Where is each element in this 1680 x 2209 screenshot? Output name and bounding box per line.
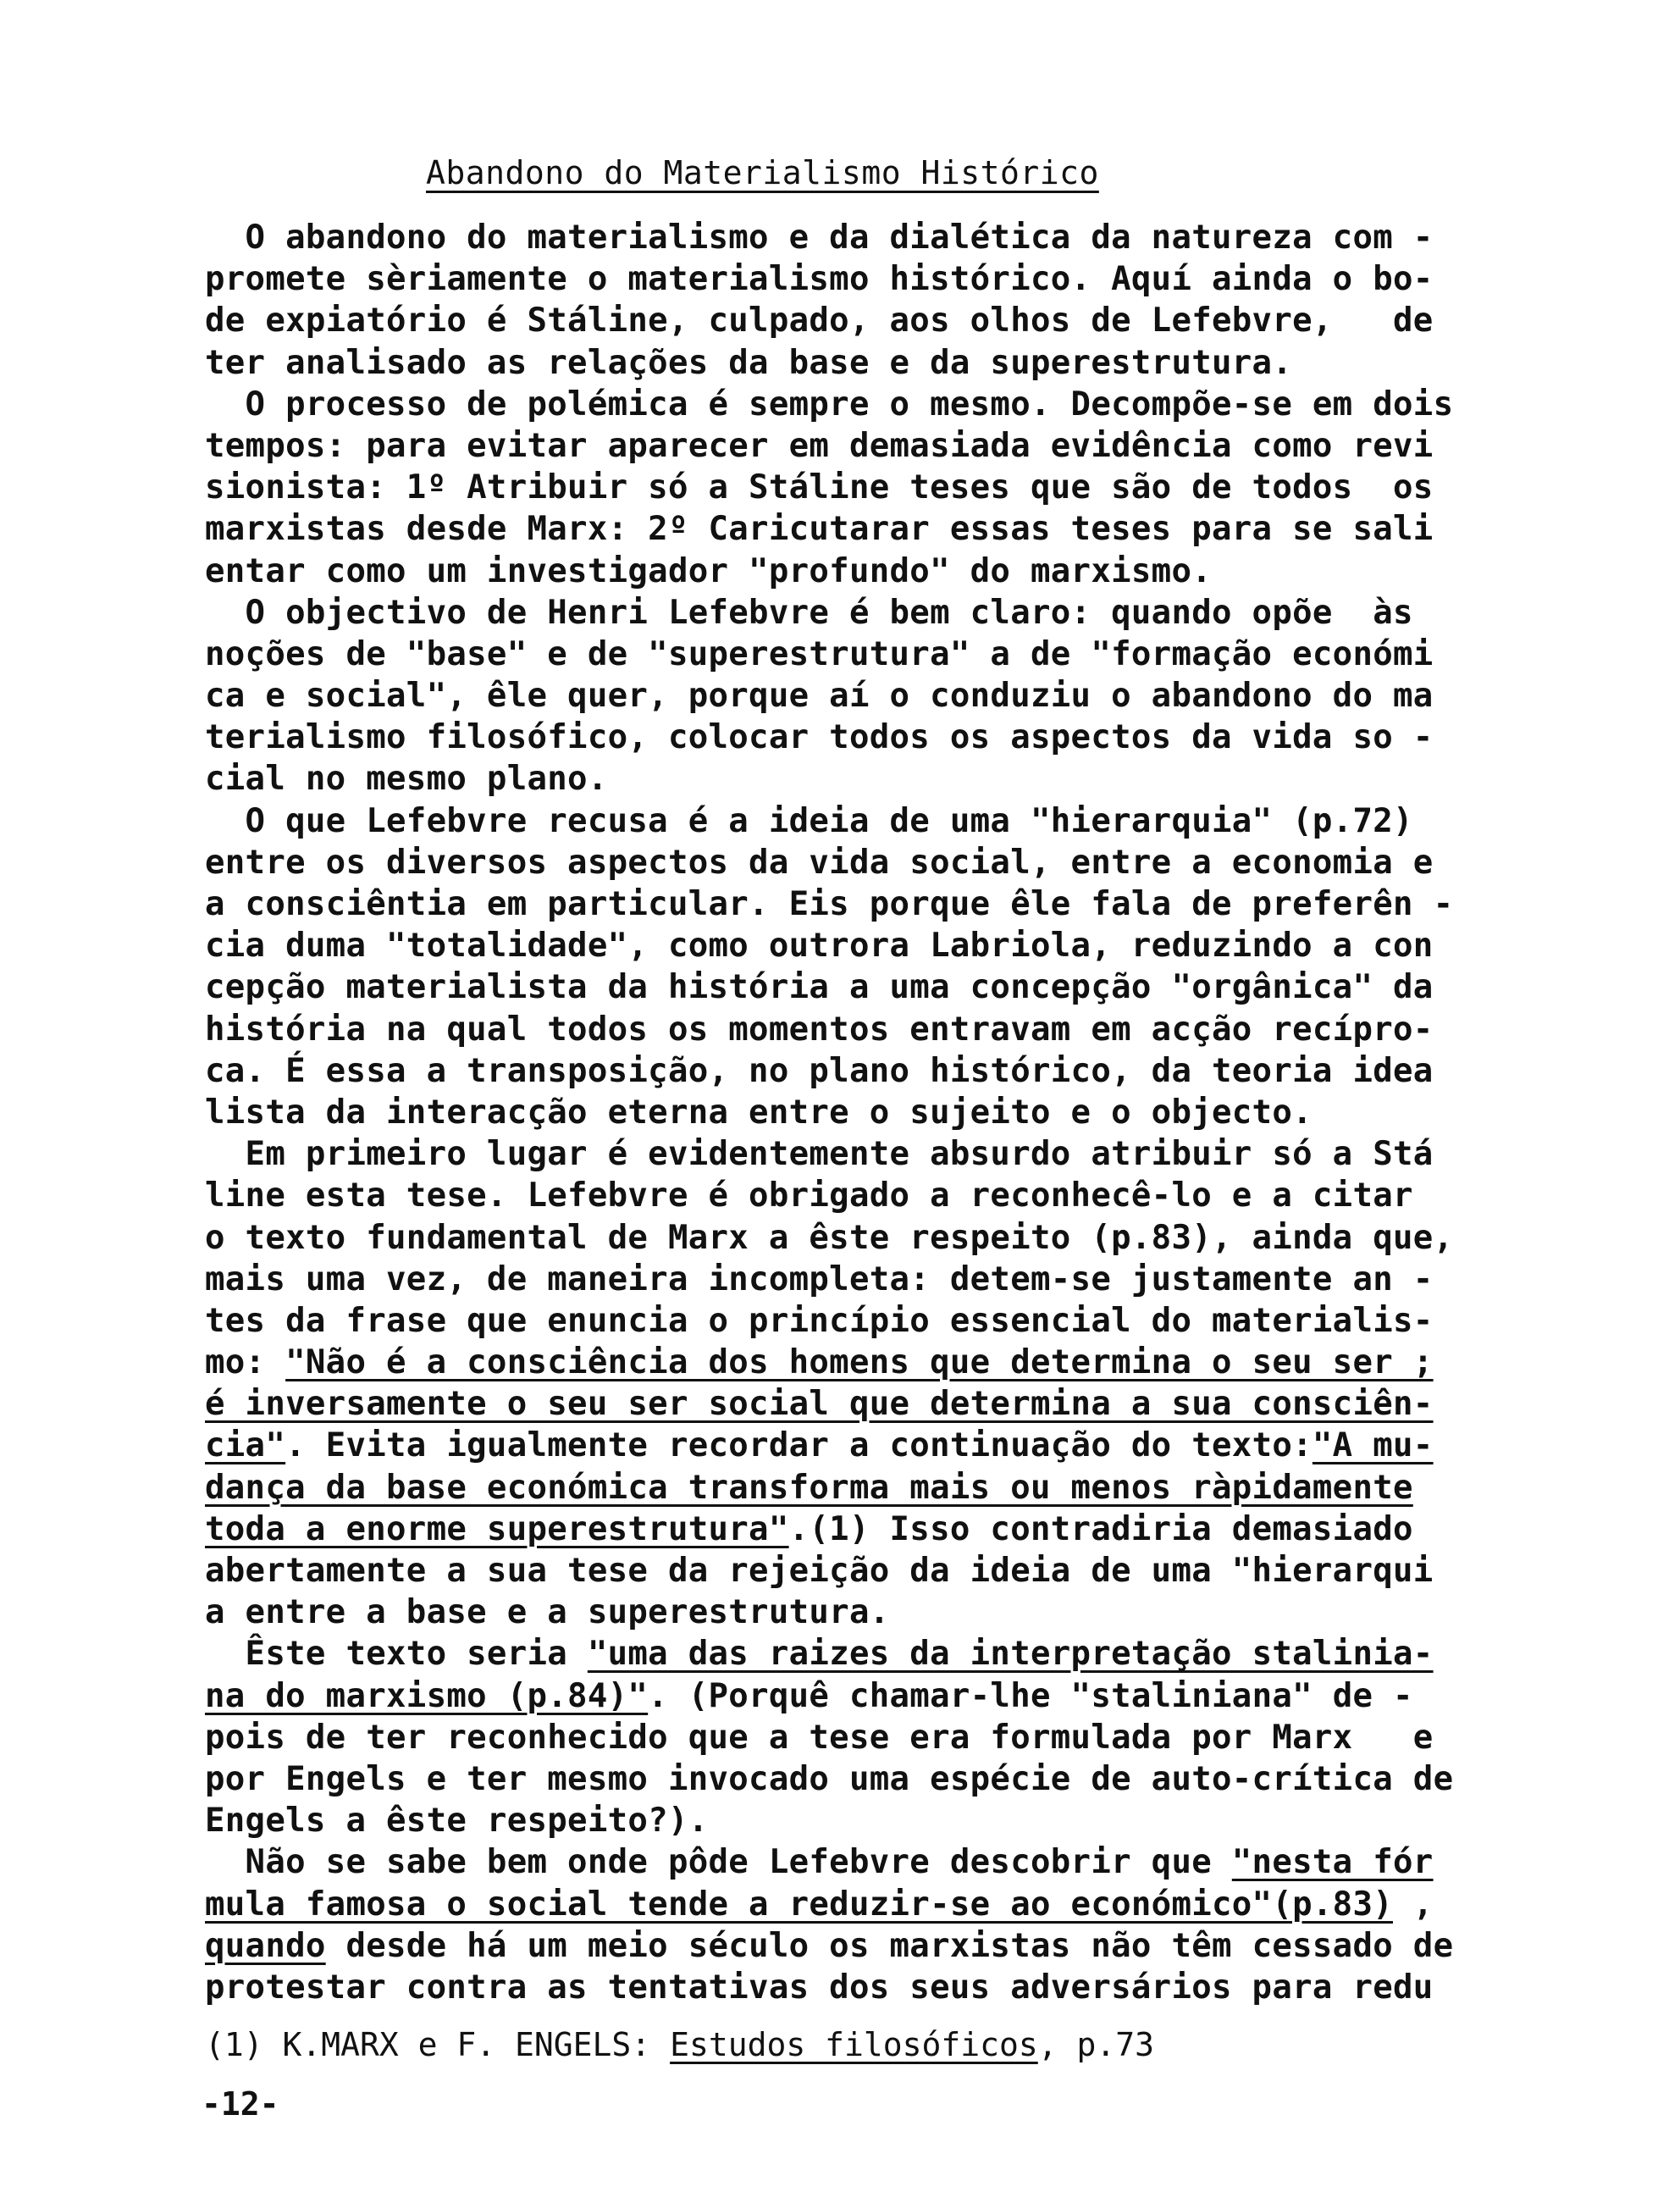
line-text: mais uma vez, de maneira incompleta: detem-se justamente an -: [205, 1260, 1434, 1298]
line-text: de expiatório é Stáline, culpado, aos olhos de Lefebvre, de: [205, 302, 1434, 340]
text-line: [205, 342, 1560, 384]
line-text: O que Lefebvre recusa é a ideia de uma "hierarquia" (p.72): [205, 801, 1413, 840]
line-text: entar como um investigador "profundo" do marxismo.: [205, 551, 1212, 590]
line-text: .(1) Isso contradiria demasiado: [788, 1509, 1413, 1548]
text-line: [205, 1800, 1560, 1841]
text-line: [205, 300, 1560, 341]
text-line: [205, 217, 1560, 258]
line-text: cia duma "totalidade", como outrora Labriola, reduzindo a con: [205, 927, 1434, 966]
text-line: [205, 1884, 1560, 1925]
text-line: [205, 1092, 1560, 1133]
line-text: mo:: [205, 1343, 286, 1382]
text-line: [205, 1217, 1560, 1259]
text-line: [205, 1300, 1560, 1342]
line-text: ter analisado as relações da base e da superestrutura.: [205, 343, 1293, 382]
footnote-marker: (1) K.MARX e F. ENGELS:: [205, 2026, 671, 2063]
text-line: [205, 842, 1560, 883]
text-line: [205, 883, 1560, 925]
footnote-work-title: Estudos filosóficos: [670, 2026, 1038, 2063]
line-text: cial no mesmo plano.: [205, 760, 608, 799]
line-text: O processo de polémica é sempre o mesmo. Decompõe-se em dois: [205, 385, 1454, 424]
text-line: [205, 1841, 1560, 1883]
underlined-text: cia": [205, 1426, 286, 1465]
text-line: [205, 1259, 1560, 1300]
line-text: Êste texto seria: [205, 1635, 588, 1674]
text-line: [205, 467, 1560, 508]
line-text: ,: [1393, 1885, 1434, 1924]
line-text: protestar contra as tentativas dos seus adversários para redu: [205, 1968, 1434, 2007]
text-line: [205, 1383, 1560, 1425]
line-text: tes da frase que enuncia o princípio essencial do materialis-: [205, 1301, 1434, 1340]
line-text: promete sèriamente o materialismo histórico. Aquí ainda o bo-: [205, 260, 1434, 299]
text-line: [205, 758, 1560, 800]
footnote-page: , p.73: [1037, 2026, 1155, 2063]
line-text: abertamente a sua tese da rejeição da ideia de uma "hierarqui: [205, 1552, 1434, 1590]
text-line: [205, 258, 1560, 300]
line-text: line esta tese. Lefebvre é obrigado a reconhecê-lo e a citar: [205, 1176, 1413, 1215]
line-text: Em primeiro lugar é evidentemente absurdo atribuir só a Stá: [205, 1135, 1434, 1174]
line-text: O abandono do materialismo e da dialética da natureza com -: [205, 219, 1434, 257]
underlined-text: mula famosa o social tende a reduzir-se ao económico"(p.83): [205, 1885, 1394, 1924]
text-line: [205, 592, 1560, 634]
line-text: sionista: 1º Atribuir só a Stáline teses que são de todos os: [205, 468, 1434, 507]
page-number: -12-: [202, 2085, 279, 2123]
footnote: [205, 2026, 1154, 2063]
line-text: pois de ter reconhecido que a tese era formulada por Marx e: [205, 1718, 1434, 1757]
text-line: [205, 925, 1560, 966]
text-line: [205, 1009, 1560, 1050]
text-line: [205, 1717, 1560, 1758]
line-text: . Evita igualmente recordar a continuação do texto:: [285, 1426, 1312, 1465]
line-text: ca e social", êle quer, porque aí o conduziu o abandono do ma: [205, 677, 1434, 716]
line-text: Engels a êste respeito?).: [205, 1802, 709, 1841]
underlined-text: é inversamente o seu ser social que determina a sua consciên-: [205, 1385, 1434, 1424]
line-text: desde há um meio século os marxistas não têm cessado de: [325, 1926, 1454, 1965]
line-text: . (Porquê chamar-lhe "staliniana" de -: [648, 1676, 1413, 1715]
text-line: [205, 717, 1560, 758]
line-text: marxistas desde Marx: 2º Caricutarar essas teses para se sali: [205, 510, 1434, 549]
line-text: cepção materialista da história a uma concepção "orgânica" da: [205, 968, 1434, 1007]
underlined-text: toda a enorme superestrutura": [205, 1509, 789, 1548]
line-text: o texto fundamental de Marx a êste respeito (p.83), ainda que,: [205, 1218, 1454, 1257]
text-line: [205, 425, 1560, 467]
text-line: [205, 1550, 1560, 1592]
text-line: [205, 1467, 1560, 1509]
text-line: [205, 1342, 1560, 1383]
underlined-text: "uma das raizes da interpretação stalinia-: [587, 1635, 1434, 1674]
text-line: [205, 1509, 1560, 1550]
line-text: terialismo filosófico, colocar todos os aspectos da vida so -: [205, 718, 1434, 757]
underlined-text: na do marxismo (p.84)": [205, 1676, 649, 1715]
line-text: tempos: para evitar aparecer em demasiada evidência como revi: [205, 426, 1434, 465]
text-line: [205, 384, 1560, 425]
text-line: [205, 1925, 1560, 1967]
text-line: [205, 1758, 1560, 1800]
underlined-text: "nesta fór: [1231, 1843, 1434, 1882]
text-line: [205, 1675, 1560, 1717]
text-line: [205, 1592, 1560, 1633]
text-line: [205, 1175, 1560, 1216]
text-line: [205, 1967, 1560, 2008]
line-text: a entre a base e a superestrutura.: [205, 1593, 890, 1632]
line-text: história na qual todos os momentos entravam em acção recípro-: [205, 1010, 1434, 1049]
underlined-text: "Não é a consciência dos homens que determina o seu ser ;: [285, 1343, 1434, 1382]
text-line: [205, 1425, 1560, 1466]
text-line: [205, 1633, 1560, 1675]
text-line: [205, 1133, 1560, 1175]
text-line: [205, 966, 1560, 1008]
text-line: [205, 1050, 1560, 1092]
underlined-text: quando: [205, 1926, 326, 1965]
body-text: [205, 217, 1560, 2008]
line-text: ca. É essa a transposição, no plano histórico, da teoria idea: [205, 1051, 1434, 1090]
text-line: [205, 508, 1560, 550]
underlined-text: dança da base económica transforma mais ou menos ràpidamente: [205, 1468, 1413, 1507]
text-line: [205, 551, 1560, 592]
text-line: [205, 675, 1560, 717]
text-line: [205, 634, 1560, 675]
underlined-text: "A mu-: [1312, 1426, 1434, 1465]
line-text: por Engels e ter mesmo invocado uma espécie de auto-crítica de: [205, 1759, 1454, 1798]
line-text: noções de "base" e de "superestrutura" a de "formação económi: [205, 634, 1434, 673]
line-text: Não se sabe bem onde pôde Lefebvre descobrir que: [205, 1843, 1232, 1882]
text-line: [205, 800, 1560, 842]
page-title: Abandono do Materialismo Histórico: [426, 154, 1099, 191]
line-text: entre os diversos aspectos da vida social, entre a economia e: [205, 843, 1434, 882]
line-text: O objectivo de Henri Lefebvre é bem claro: quando opõe às: [205, 593, 1413, 632]
line-text: a consciêntia em particular. Eis porque êle fala de preferên -: [205, 885, 1454, 923]
line-text: lista da interacção eterna entre o sujeito e o objecto.: [205, 1093, 1312, 1132]
